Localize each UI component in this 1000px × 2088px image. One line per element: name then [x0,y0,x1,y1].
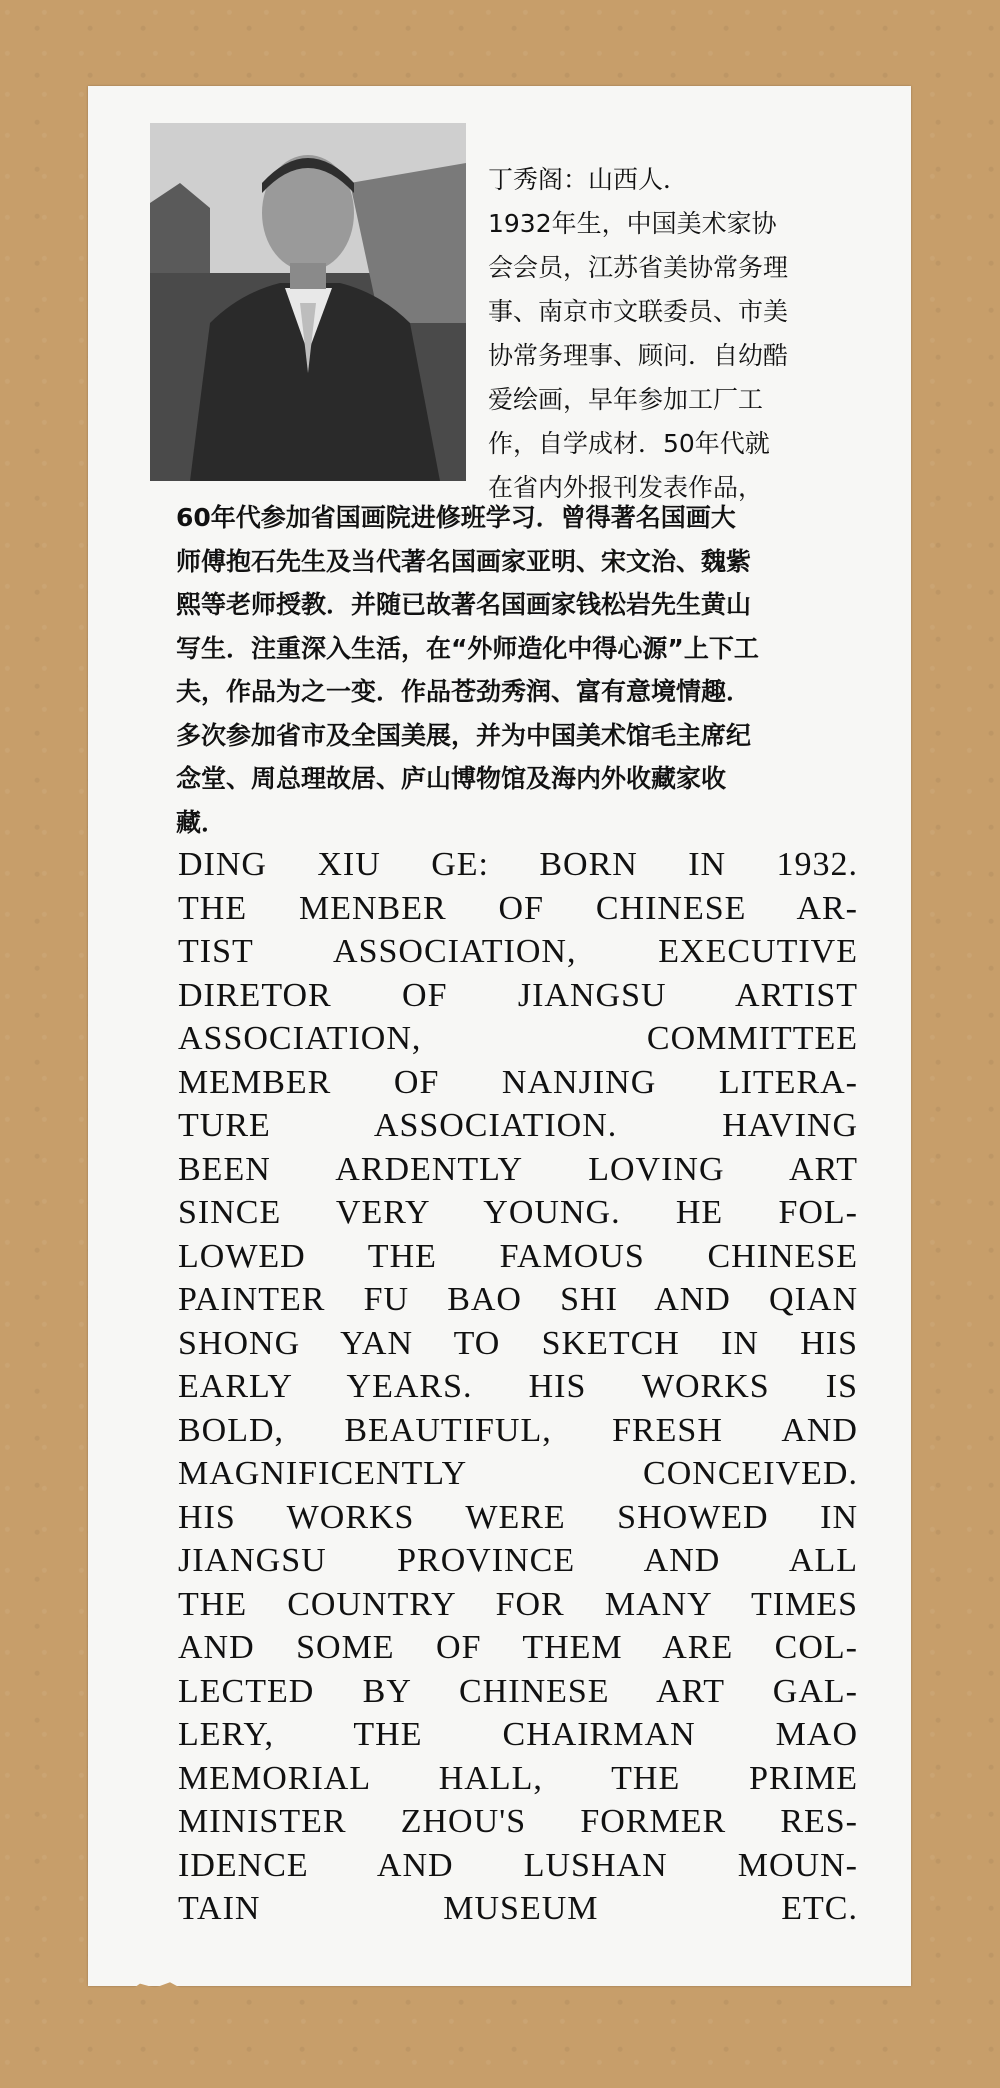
bio-english-text: DING XIU GE: BORN IN 1932. THE MENBER OF CHINESE AR- TIST ASSOCIATION, EXECUTIVE DIRETOR OF JIANGSU ARTIST ASSOCIATION, COMMITTEE MEMBER OF NANJING LITERA- TURE ASSOCIATION. HAVING BEEN ARDENTLY LOVING ART SINCE VERY YOUNG. HE FOL- LOWED THE FAMOUS CHINESE PAINTER FU BAO SHI AND QIAN SHONG YAN TO SKETCH IN HIS EARLY YEARS. HIS WORKS IS BOLD, BEAUTIFUL, FRESH AND MAGNIFICENTLY CONCEIVED. HIS WORKS WERE SHOWED IN JIANGSU PROVINCE AND ALL THE COUNTRY FOR MANY TIMES AND SOME OF THEM ARE COL- LECTED BY CHINESE ART GAL- LERY, THE CHAIRMAN MAO MEMORIAL HALL, THE PRIME MINISTER ZHOU'S FORMER RES- IDENCE AND LUSHAN MOUN- TAIN MUSEUM ETC. [178,846,858,1927]
bio-chinese-body: 60年代参加省国画院进修班学习．曾得著名国画大 师傅抱石先生及当代著名国画家亚明、宋文治、魏紫 熙等老师授教．并随已故著名国画家钱松岩先生黄山 写生．注重深入生活，在“外师造化中得心源”上下工 夫，作品为之一变．作品苍劲秀润、富有意境情趣． 多次参加省市及全国美展，并为中国美术馆毛主席纪 念堂、周总理故居、庐山博物馆及海内外收藏家收 藏． [176,503,759,837]
bio-chinese-intro: 丁秀阁：山西人． 1932年生，中国美术家协 会会员，江苏省美协常务理 事、南京市文联委员、市美 协常务理事、顾问．自幼酷 爱绘画，早年参加工厂工 作，自学成材．50年代就 在省内外报刊发表作品， [488,165,789,502]
portrait-image [150,123,466,481]
artist-bio-card [88,86,911,1986]
artist-portrait-photo [150,123,466,481]
paper-tear [128,1978,188,1992]
